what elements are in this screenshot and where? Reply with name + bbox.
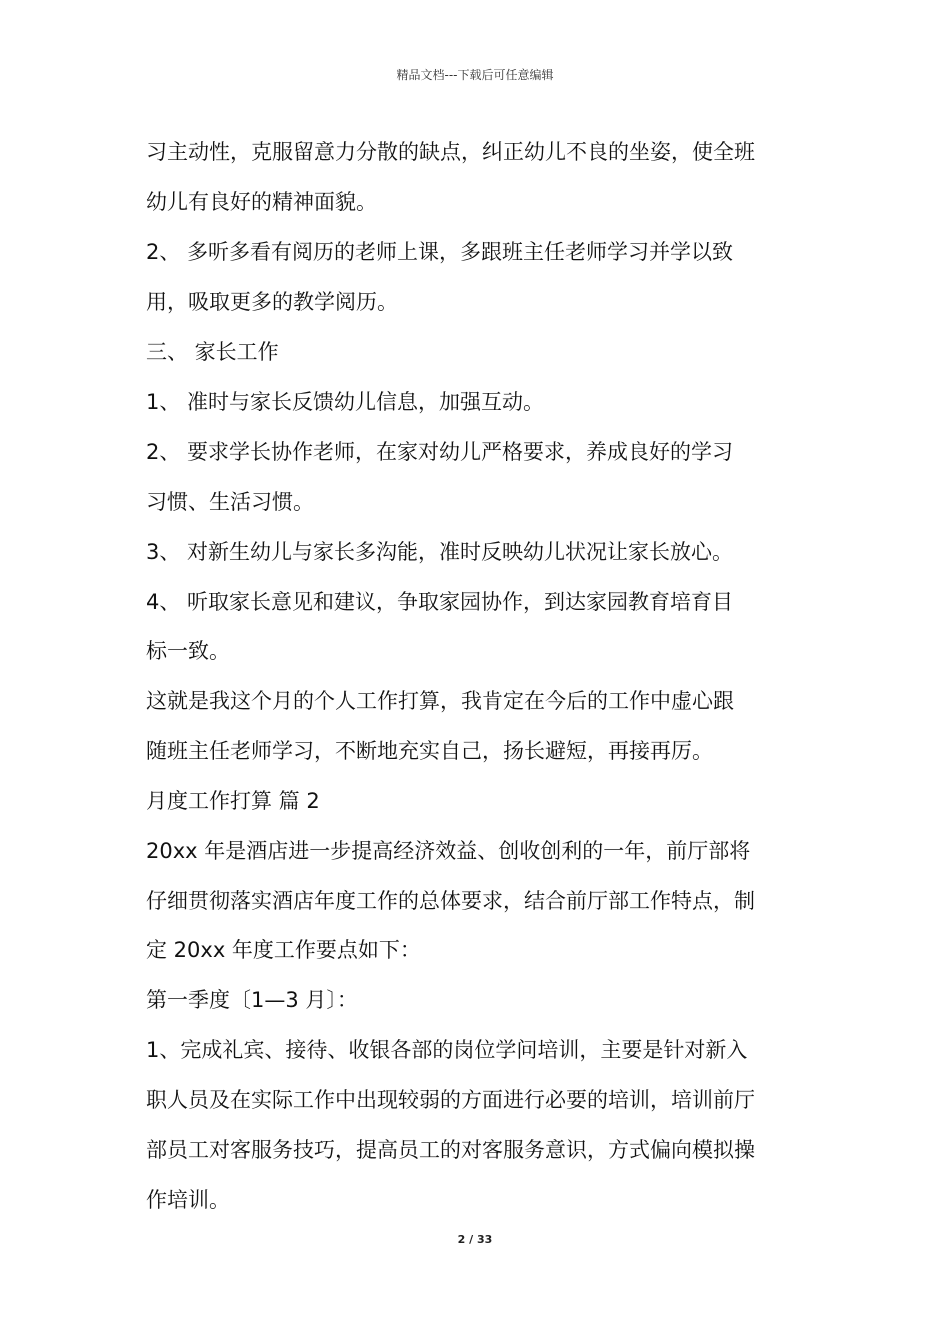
section-heading: 三、 家长工作 bbox=[146, 340, 279, 364]
body-line: 20xx 年是酒店进一步提高经济效益、创收创利的一年，前厅部将 bbox=[146, 839, 751, 863]
body-line: 2、 多听多看有阅历的老师上课，多跟班主任老师学习并学以致 bbox=[146, 240, 734, 264]
body-line: 幼儿有良好的精神面貌。 bbox=[146, 190, 377, 214]
body-line: 仔细贯彻落实酒店年度工作的总体要求，结合前厅部工作特点，制 bbox=[146, 889, 755, 913]
body-line: 标一致。 bbox=[146, 639, 230, 663]
body-line: 3、 对新生幼儿与家长多沟能，准时反映幼儿状况让家长放心。 bbox=[146, 540, 734, 564]
body-line: 2、 要求学长协作老师，在家对幼儿严格要求，养成良好的学习 bbox=[146, 440, 734, 464]
section-heading: 第一季度〔1—3 月〕： bbox=[146, 988, 358, 1012]
body-line: 作培训。 bbox=[146, 1188, 230, 1212]
page-header: 精品文档---下载后可任意编辑 bbox=[396, 68, 554, 82]
article-title: 月度工作打算 篇 2 bbox=[146, 789, 320, 813]
body-line: 定 20xx 年度工作要点如下： bbox=[146, 938, 421, 962]
body-line: 用，吸取更多的教学阅历。 bbox=[146, 290, 398, 314]
body-line: 这就是我这个月的个人工作打算，我肯定在今后的工作中虚心跟 bbox=[146, 689, 734, 713]
body-line: 1、 准时与家长反馈幼儿信息，加强互动。 bbox=[146, 390, 545, 414]
body-line: 4、 听取家长意见和建议，争取家园协作，到达家园教育培育目 bbox=[146, 590, 734, 614]
page-number: 2 / 33 bbox=[457, 1233, 493, 1246]
body-line: 习主动性，克服留意力分散的缺点，纠正幼儿不良的坐姿，使全班 bbox=[146, 140, 755, 164]
body-line: 随班主任老师学习，不断地充实自己，扬长避短，再接再厉。 bbox=[146, 739, 713, 763]
body-line: 习惯、生活习惯。 bbox=[146, 490, 314, 514]
body-line: 部员工对客服务技巧，提高员工的对客服务意识，方式偏向模拟操 bbox=[146, 1138, 755, 1162]
body-line: 1、完成礼宾、接待、收银各部的岗位学问培训，主要是针对新入 bbox=[146, 1038, 748, 1062]
body-line: 职人员及在实际工作中出现较弱的方面进行必要的培训，培训前厅 bbox=[146, 1088, 755, 1112]
